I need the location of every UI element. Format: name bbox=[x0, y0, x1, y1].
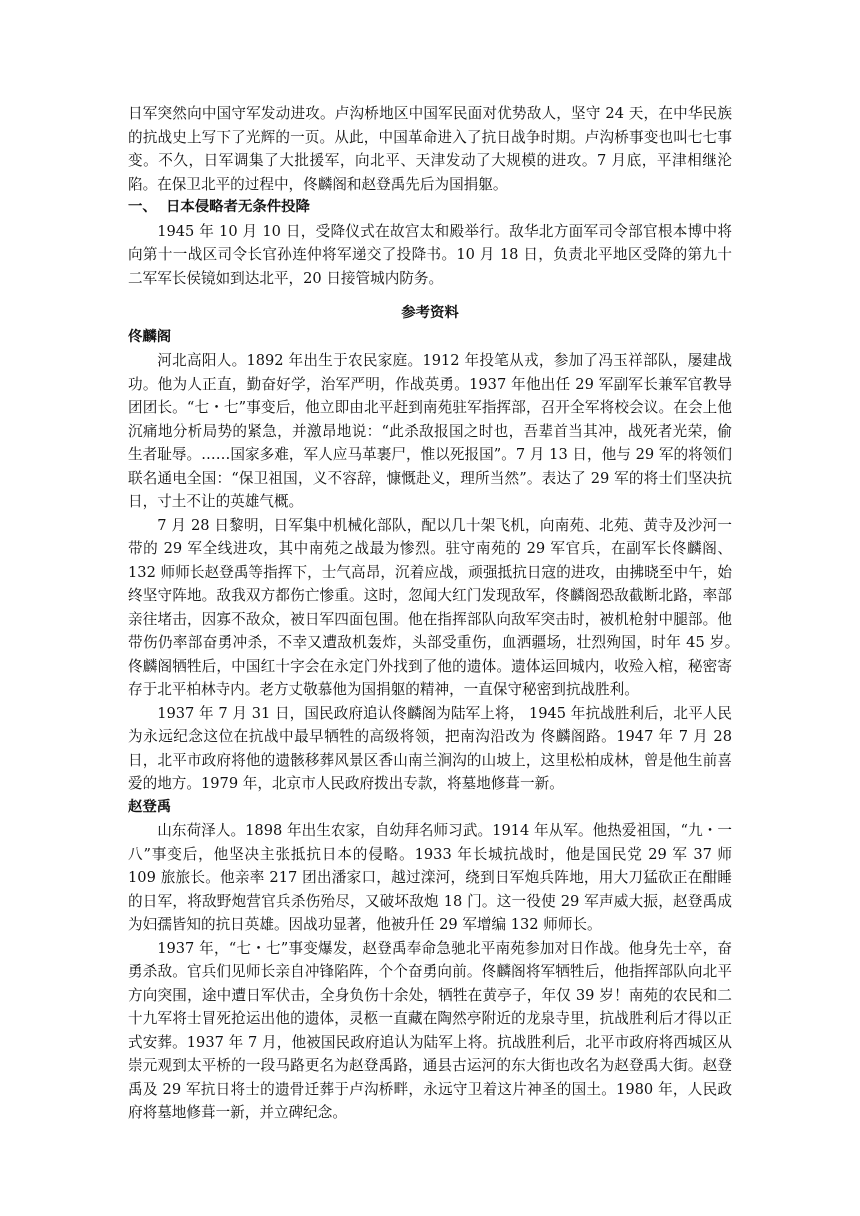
intro-paragraph: 日军突然向中国守军发动进攻。卢沟桥地区中国军民面对优势敌人，坚守 24 天，在中华民族的抗战史上写下了光辉的一页。从此，中国革命进入了抗日战争时期。卢沟桥事变也叫七七事变。不久，日军调集了大批援军，向北平、天津发动了大规模的进攻。7 月底，平津相继沦陷。在保卫北平的过程中，佟麟阁和赵登禹先后为国捐躯。 bbox=[128, 105, 732, 193]
surrender-heading-title: 日本侵略者无条件投降 bbox=[166, 199, 310, 215]
tong-heading: 佟麟阁 bbox=[128, 328, 172, 345]
tong-paragraph-2: 7 月 28 日黎明，日军集中机械化部队，配以几十架飞机，向南苑、北苑、黄寺及沙河一带的 29 军全线进攻，其中南苑之战最为惨烈。驻守南苑的 29 军官兵，在副军长佟麟阁、132 师师长赵登禹等指挥下，士气高昂，沉着应战，顽强抵抗日寇的进攻，由拂晓至中午，始终坚守阵地。敌我双方都伤亡惨重。这时，忽闻大红门发现敌军，佟麟阁恐敌截断北路，率部亲往堵击，因寡不敌众，被日军四面包围。他在指挥部队向敌军突击时，被机枪射中腿部。他带伤仍率部奋勇冲杀，不幸又遭敌机轰炸，头部受重伤，血洒疆场，壮烈殉国，时年 45 岁。 佟麟阁牺牲后，中国红十字会在永定门外找到了他的遗体。遗体运回城内，收殓入棺，秘密寄存于北平柏林寺内。老方丈敬慕他为国捐躯的精神，一直保守秘密到抗战胜利。 bbox=[128, 516, 747, 698]
reference-heading: 参考资料 bbox=[401, 305, 459, 321]
surrender-heading-number: 一、 bbox=[128, 199, 157, 215]
tong-paragraph-3: 1937 年 7 月 31 日，国民政府追认佟麟阁为陆军上将， 1945 年抗战胜利后，北平人民为永远纪念这位在抗战中最早牺牲的高级将领，把南沟沿改为 佟麟阁路。1947 年 7 月 28 日，北平市政府将他的遗骸移葬风景区香山南兰涧沟的山坡上，这里松柏成林，曾是他生前喜爱的地方。1979 年，北京市人民政府拨出专款，将墓地修葺一新。 bbox=[128, 704, 732, 792]
surrender-heading bbox=[128, 196, 732, 220]
zhao-heading: 赵登禹 bbox=[128, 798, 172, 815]
zhao-paragraph-2: 1937 年，“七・七”事变爆发，赵登禹奉命急驰北平南苑参加对日作战。他身先士卒，奋勇杀敌。官兵们见师长亲自冲锋陷阵，个个奋勇向前。佟麟阁将军牺牲后，他指挥部队向北平方向突围，途中遭日军伏击，全身负伤十余处，牺牲在黄亭子，年仅 39 岁！南苑的农民和二十九军将士冒死抢运出他的遗体，灵柩一直藏在陶然亭附近的龙泉寺里，抗战胜利后才得以正式安葬。1937 年 7 月，他被国民政府追认为陆军上将。抗战胜利后，北平市政府将西城区从崇元观到太平桥的一段马路更名为赵登禹路，通县古运河的东大街也改名为赵登禹大街。赵登禹及 29 军抗日将士的遗骨迁葬于卢沟桥畔，永远守卫着这片神圣的国土。1980 年，人民政府将墓地修葺一新，并立碑纪念。 bbox=[128, 939, 732, 1121]
surrender-paragraph: 1945 年 10 月 10 日，受降仪式在故宫太和殿举行。敌华北方面军司令部官根本博中将向第十一战区司令长官孙连仲将军递交了投降书。10 月 18 日，负责北平地区受降的第九十二军军长侯镜如到达北平，20 日接管城内防务。 bbox=[128, 222, 732, 287]
tong-paragraph-1: 河北高阳人。1892 年出生于农民家庭。1912 年投笔从戎，参加了冯玉祥部队，屡建战功。他为人正直，勤奋好学，治军严明，作战英勇。1937 年他出任 29 军副军长兼军官教导团团长。“七・七”事变后，他立即由北平赶到南苑驻军指挥部，召开全军将校会议。在会上他沉痛地分析局势的紧急，并激昂地说：“此杀敌报国之时也，吾辈首当其冲，战死者光荣，偷生者耻辱。……国家多难，军人应马革裹尸，惟以死报国”。7 月 13 日，他与 29 军的将领们联名通电全国：“保卫祖国，义不容辞，慷慨赴义，理所当然”。表达了 29 军的将士们坚决抗日，寸土不让的英雄气概。 bbox=[128, 352, 732, 510]
zhao-paragraph-1: 山东荷泽人。1898 年出生农家，自幼拜名师习武。1914 年从军。他热爱祖国，“九・一八”事变后，他坚决主张抵抗日本的侵略。1933 年长城抗战时，他是国民党 29 军 37 师 109 旅旅长。他亲率 217 团出潘家口，越过滦河，绕到日军炮兵阵地，用大刀猛砍正在酣睡的日军，将敌野炮营官兵杀伤殆尽，又破坏敌炮 18 门。这一役使 29 军声威大振，赵登禹成为妇孺皆知的抗日英雄。因战功显著，他被升任 29 军增编 132 师师长。 bbox=[128, 822, 732, 933]
